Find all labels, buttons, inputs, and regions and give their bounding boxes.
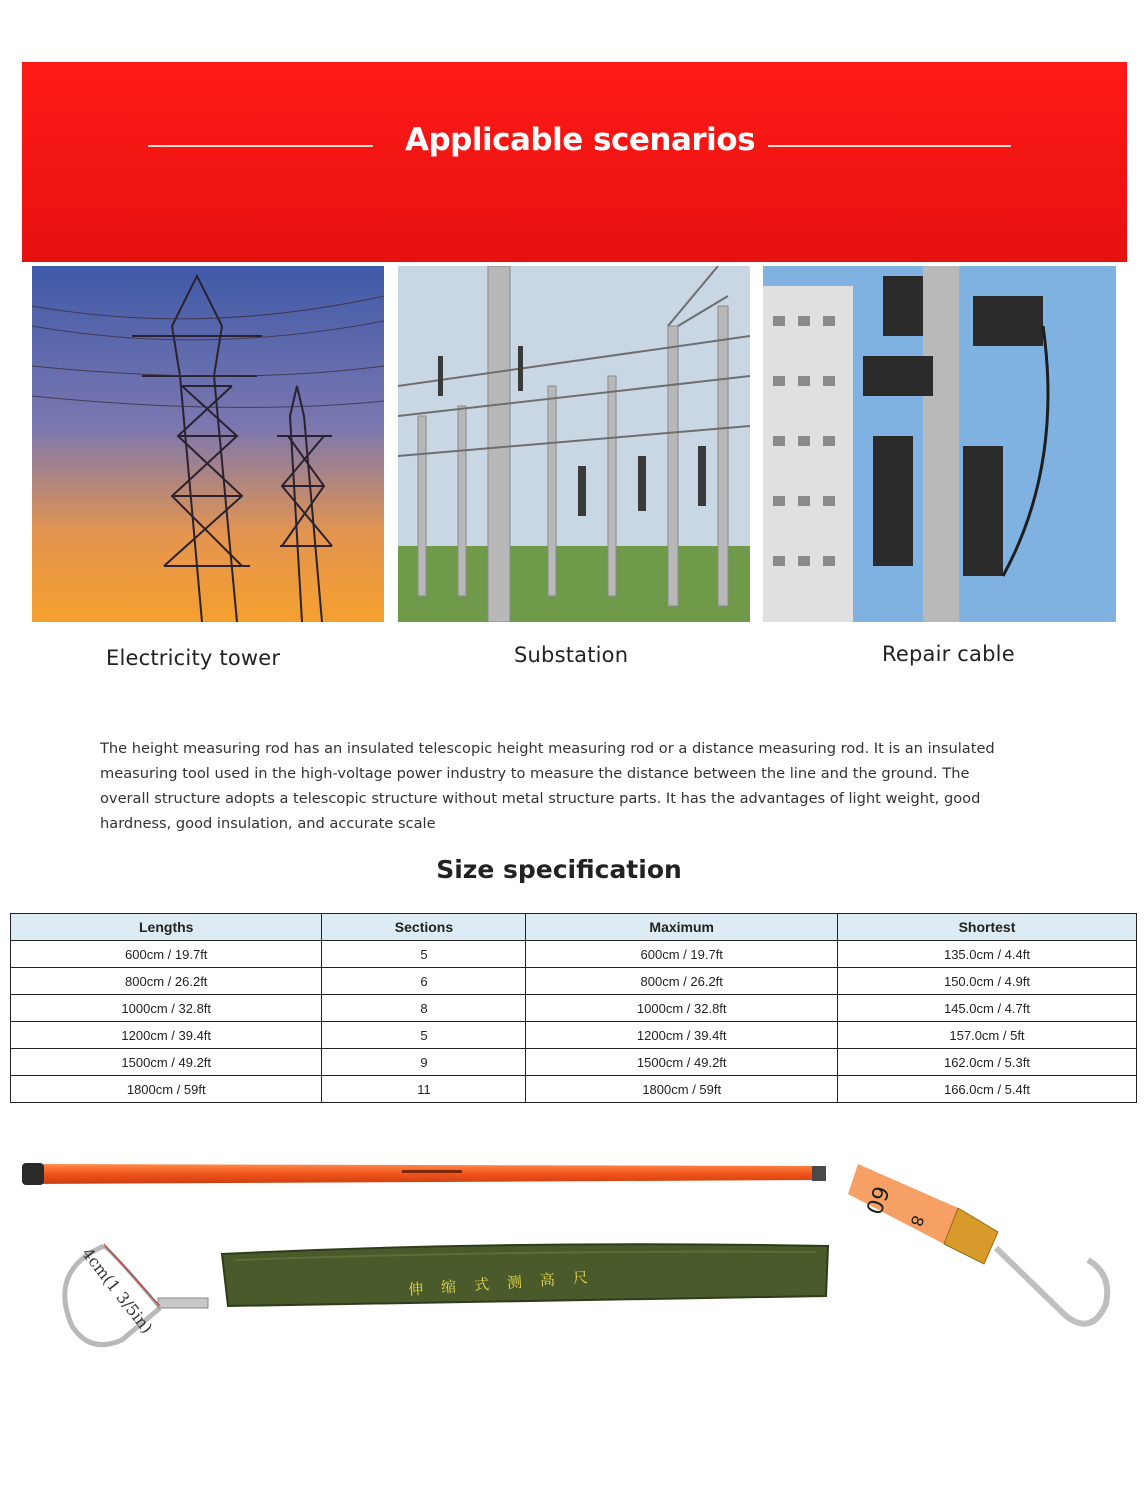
description-line: The height measuring rod has an insulated telescopic height measuring rod or a distance measuring rod. It is an insulated	[100, 740, 995, 757]
table-cell: 1200cm / 39.4ft	[11, 1022, 322, 1049]
description-line: hardness, good insulation, and accurate scale	[100, 815, 436, 832]
table-cell: 1000cm / 32.8ft	[526, 995, 837, 1022]
table-cell: 800cm / 26.2ft	[526, 968, 837, 995]
table-cell: 1800cm / 59ft	[11, 1076, 322, 1103]
repair-cable-photo	[763, 266, 1116, 622]
table-cell: 1500cm / 49.2ft	[11, 1049, 322, 1076]
scenarios-banner	[22, 62, 1127, 262]
table-row	[11, 1022, 1137, 1049]
product-description	[100, 736, 1060, 836]
table-cell: 800cm / 26.2ft	[11, 968, 322, 995]
tip-scale-digit: 8	[906, 1212, 928, 1229]
pouch-label: 伸缩式测高尺	[407, 1267, 607, 1299]
table-row	[11, 1076, 1137, 1103]
description-line: measuring tool used in the high-voltage power industry to measure the distance between the line and the ground. The	[100, 765, 970, 782]
table-row	[11, 995, 1137, 1022]
table-cell: 1500cm / 49.2ft	[526, 1049, 837, 1076]
caption-substation: Substation	[514, 643, 629, 667]
table-cell: 9	[322, 1049, 526, 1076]
table-cell: 600cm / 19.7ft	[526, 941, 837, 968]
table-cell: 162.0cm / 5.3ft	[837, 1049, 1136, 1076]
caption-repair-cable: Repair cable	[882, 642, 1015, 666]
table-header-row	[11, 914, 1137, 941]
substation-photo	[398, 266, 750, 622]
table-cell: 145.0cm / 4.7ft	[837, 995, 1136, 1022]
size-spec-table	[10, 913, 1137, 1103]
table-cell: 1000cm / 32.8ft	[11, 995, 322, 1022]
column-header: Shortest	[837, 914, 1136, 941]
banner-title: Applicable scenarios	[404, 122, 756, 158]
table-row	[11, 968, 1137, 995]
table-cell: 135.0cm / 4.4ft	[837, 941, 1136, 968]
column-header: Lengths	[11, 914, 322, 941]
table-cell: 1800cm / 59ft	[526, 1076, 837, 1103]
tip-scale-number: 60	[859, 1182, 893, 1218]
rod-tip-hook-image	[848, 1164, 1138, 1344]
column-header: Sections	[322, 914, 526, 941]
description-line: overall structure adopts a telescopic structure without metal structure parts. It has the advantages of light weight, good	[100, 790, 981, 807]
column-header: Maximum	[526, 914, 837, 941]
electricity-tower-photo	[32, 266, 384, 622]
table-cell: 157.0cm / 5ft	[837, 1022, 1136, 1049]
table-cell: 6	[322, 968, 526, 995]
size-spec-title: Size specification	[436, 855, 682, 884]
table-cell: 150.0cm / 4.9ft	[837, 968, 1136, 995]
telescopic-rod-image	[22, 1158, 832, 1192]
table-cell: 8	[322, 995, 526, 1022]
table-cell: 11	[322, 1076, 526, 1103]
table-cell: 5	[322, 1022, 526, 1049]
table-row	[11, 941, 1137, 968]
caption-electricity-tower: Electricity tower	[106, 646, 281, 670]
table-cell: 166.0cm / 5.4ft	[837, 1076, 1136, 1103]
table-row	[11, 1049, 1137, 1076]
table-cell: 1200cm / 39.4ft	[526, 1022, 837, 1049]
table-cell: 600cm / 19.7ft	[11, 941, 322, 968]
hook-dimension-label: 4cm(1 3/5in)	[78, 1244, 157, 1338]
table-cell: 5	[322, 941, 526, 968]
